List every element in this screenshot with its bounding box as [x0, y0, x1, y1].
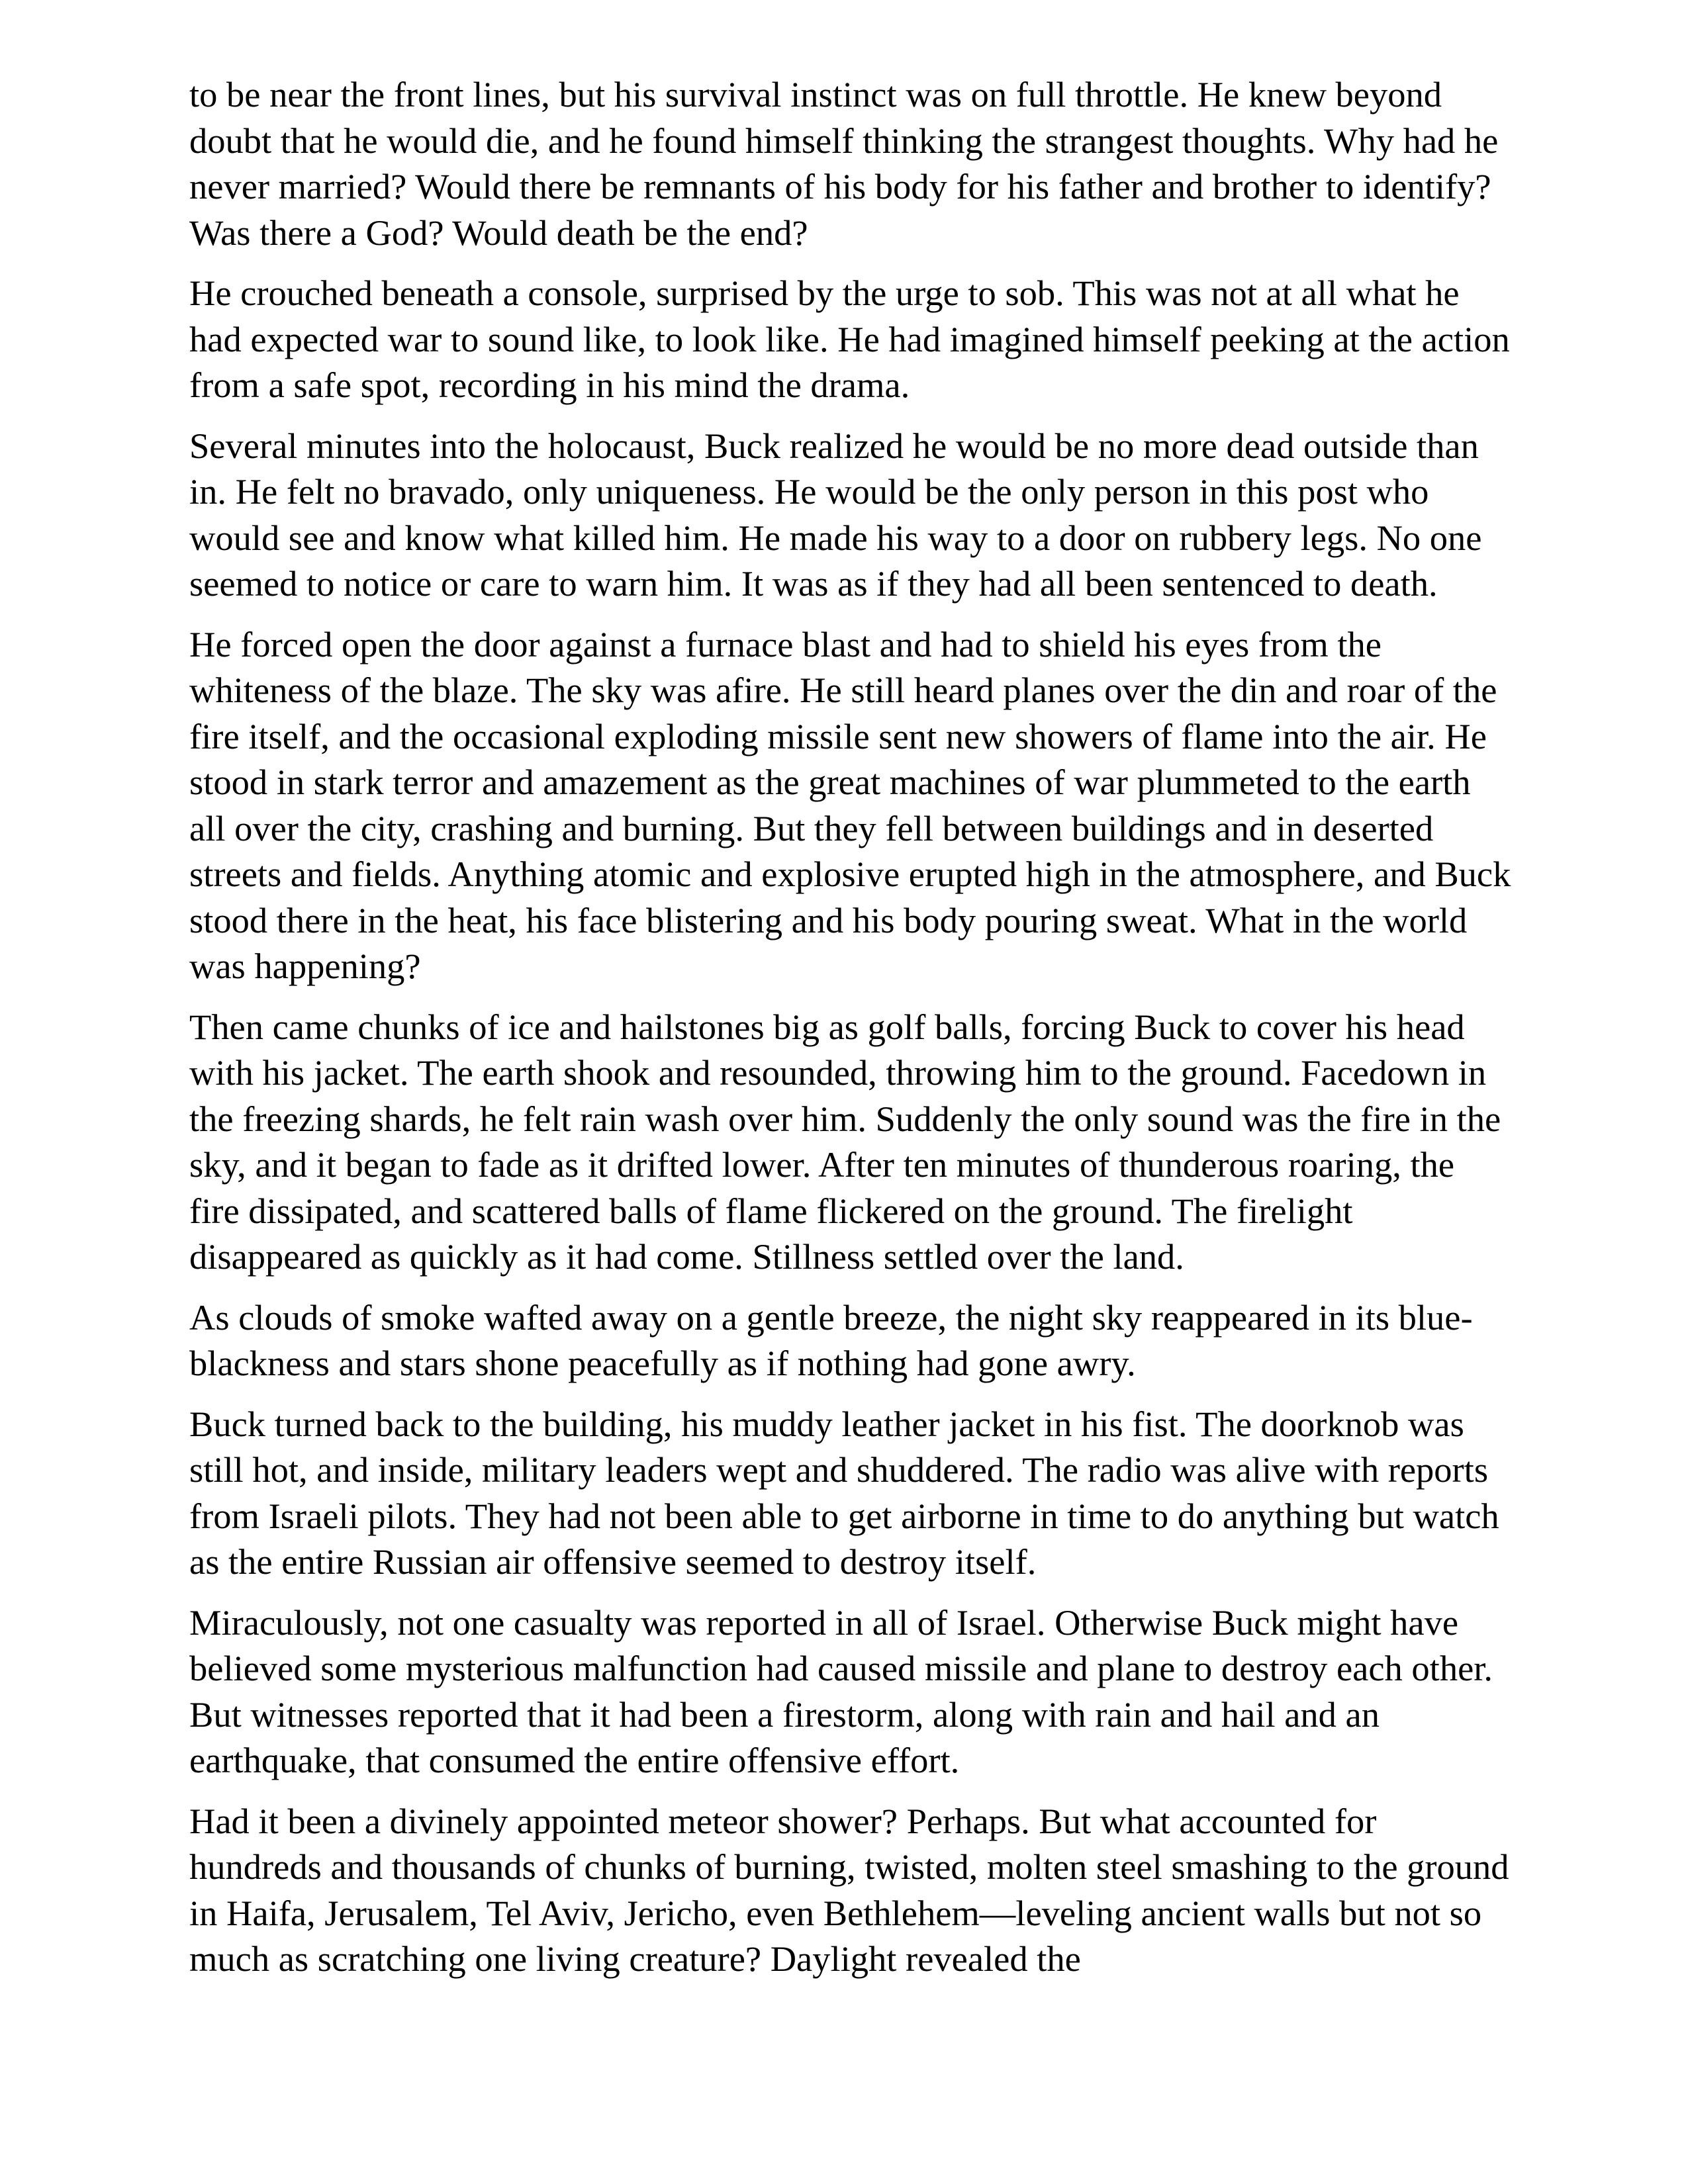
paragraph-3: Several minutes into the holocaust, Buck realized he would be no more dead outside than in. He felt no bravado, only uniqueness. He would be the only person in this post who would see and know what killed him. He made his way to a door on rubbery legs. No one seemed to notice or care to warn him. It was as if they had all been sentenced to death.	[189, 425, 1482, 604]
paragraph-6: As clouds of smoke wafted away on a gentle breeze, the night sky reappeared in its blue-blackness and stars shone peacefully as if nothing had gone awry.	[189, 1297, 1473, 1383]
paragraph-5: Then came chunks of ice and hailstones big as golf balls, forcing Buck to cover his head with his jacket. The earth shook and resounded, throwing him to the ground. Facedown in the freezing shards, he felt rain wash over him. Suddenly the only sound was the fire in the sky, and it began to fade as it drifted lower. After ten minutes of thunderous roaring, the fire dissipated, and scattered balls of flame flickered on the ground. The firelight disappeared as quickly as it had come. Stillness settled over the land.	[189, 1006, 1501, 1277]
paragraph-7: Buck turned back to the building, his muddy leather jacket in his fist. The doorknob was still hot, and inside, military leaders wept and shuddered. The radio was alive with reports from Israeli pilots. They had not been able to get airborne in time to do anything but watch as the entire Russian air offensive seemed to destroy itself.	[189, 1403, 1499, 1582]
paragraph-8: Miraculously, not one casualty was reported in all of Israel. Otherwise Buck might have believed some mysterious malfunction had caused missile and plane to destroy each other. But witnesses reported that it had been a firestorm, along with rain and hail and an earthquake, that consumed the entire offensive effort.	[189, 1602, 1493, 1780]
paragraph-9: Had it been a divinely appointed meteor shower? Perhaps. But what accounted for hundreds and thousands of chunks of burning, twisted, molten steel smashing to the ground in Haifa, Jerusalem, Tel Aviv, Jericho, even Bethlehem—leveling ancient walls but not so much as scratching one living creature? Daylight revealed the	[189, 1800, 1509, 1979]
document-page	[189, 71, 1513, 1982]
paragraph-2: He crouched beneath a console, surprised by the urge to sob. This was not at all what he had expected war to sound like, to look like. He had imagined himself peeking at the action from a safe spot, recording in his mind the drama.	[189, 273, 1510, 405]
paragraph-1: to be near the front lines, but his survival instinct was on full throttle. He knew beyond doubt that he would die, and he found himself thinking the strangest thoughts. Why had he never married? Would there be remnants of his body for his father and brother to identify? Was there a God? Would death be the end?	[189, 74, 1499, 253]
paragraph-4: He forced open the door against a furnace blast and had to shield his eyes from the whiteness of the blaze. The sky was afire. He still heard planes over the din and roar of the fire itself, and the occasional exploding missile sent new showers of flame into the air. He stood in stark terror and amazement as the great machines of war plummeted to the earth all over the city, crashing and burning. But they fell between buildings and in deserted streets and fields. Anything atomic and explosive erupted high in the atmosphere, and Buck stood there in the heat, his face blistering and his body pouring sweat. What in the world was happening?	[189, 623, 1511, 986]
